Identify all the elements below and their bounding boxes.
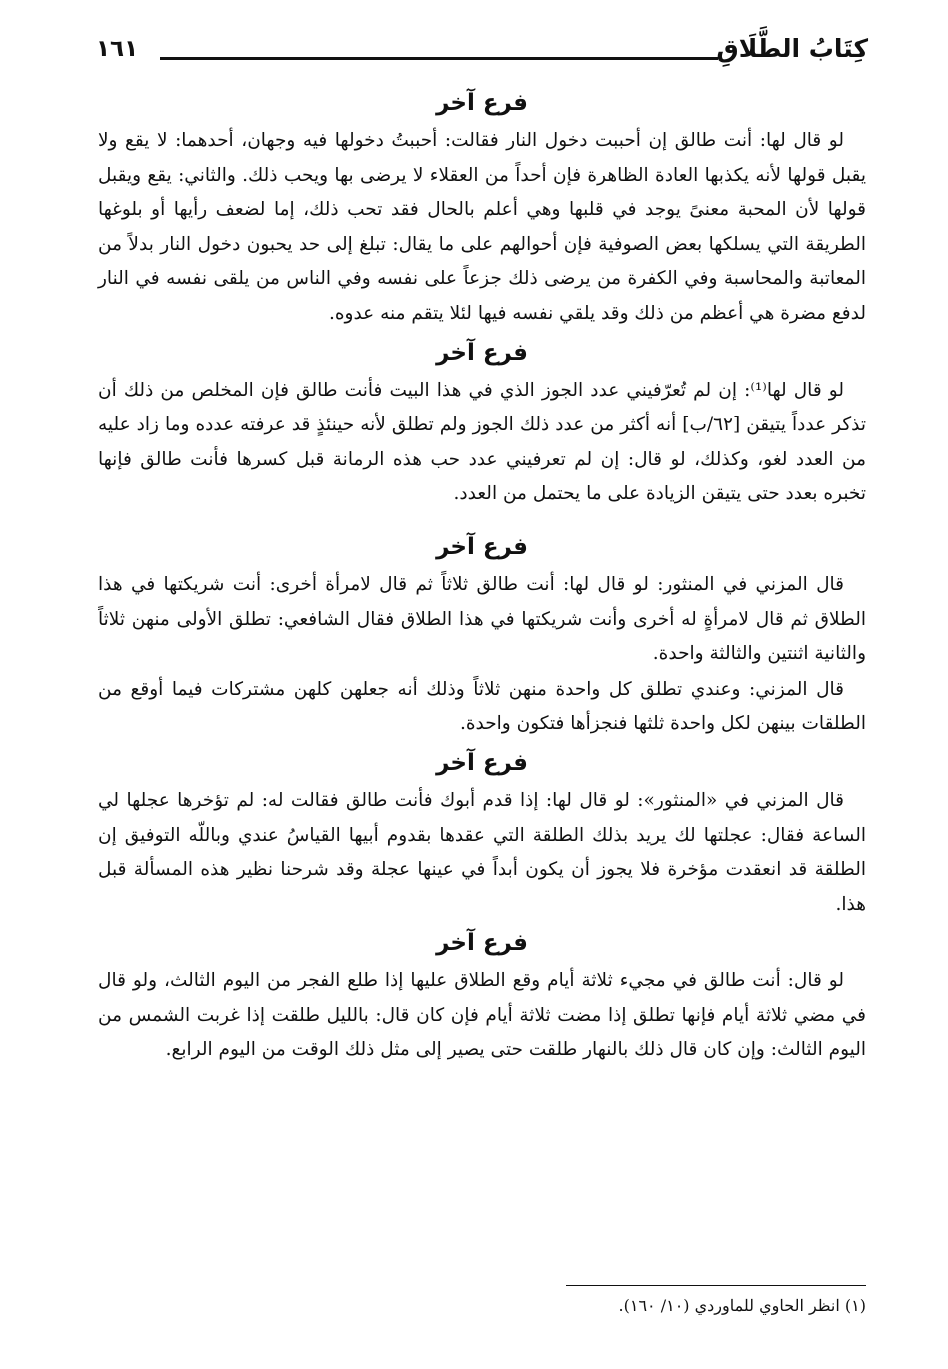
section-1: [98, 82, 866, 332]
section-2: [98, 332, 866, 512]
section-heading: فرع آخر: [436, 533, 528, 560]
main-text: [98, 82, 866, 1068]
paragraph: قال المزني في «المنثور»: لو قال لها: إذا قدم أبوك فأنت طالق فقالت له: لم تؤخرها عجلها لي الساعة فقال: عجلتها لك يريد بذلك الطلقة التي عقدها بقدوم أبيها القياسُ عندي وباللّه التوفيق إن الطلقة قد انعقدت مؤخرة فلا يجوز أن يكون أبداً في عينها عجلة وقد شرحنا نظير هذه المسألة قبل هذا.: [98, 789, 866, 915]
running-header: [96, 36, 868, 72]
section-5: [98, 922, 866, 1068]
paragraph: لو قال: أنت طالق في مجيء ثلاثة أيام وقع الطلاق عليها إذا طلع الفجر من اليوم الثالث، ولو قال في مضي ثلاثة أيام فإنها تطلق إذا مضت ثلاثة أيام فإن كان قال: بالليل طلقت إذا غربت الشمس من اليوم الثالث: وإن كان قال ذلك بالنهار طلقت حتى يصير إلى مثل ذلك الوقت من اليوم الرابع.: [98, 970, 866, 1061]
footnote: (١) انظر الحاوي للماوردي (١٠/ ١٦٠).: [618, 1296, 866, 1315]
book-title: كِتَابُ الطَّلَاقِ: [716, 34, 868, 63]
paragraph: قال المزني: وعندي تطلق كل واحدة منهن ثلاثاً وذلك أنه جعلهن كلهن مشتركات فيما أوقع من الطلقات بينهن لكل واحدة ثلثها فنجزأها فتكون واحدة.: [98, 678, 866, 735]
paragraph: لو قال لها: أنت طالق إن أحببت دخول النار فقالت: أحببتُ دخولها فيه وجهان، أحدهما: لا يقع ولا يقبل قولها لأنه يكذبها العادة الظاهرة فإن أحداً من العقلاء لا يرضى بها ويحب ذلك. والثاني: يقع ويقبل قولها لأن المحبة معنىً يوجد في قلبها وهي أعلم بالحال فقد تحب ذلك، إما لضعف رأيها أو بلوغها الطريقة التي يسلكها بعض الصوفية فإن أحوالهم على ما يقال: تبلغ إلى حد يحبون دخول النار بدلاً من المعاتبة والمحاسبة وفي الكفرة من يرضى ذلك جزعاً على نفسه وفي الناس من يلقى نفسه في النار لدفع مضرة هي أعظم من ذلك وقد يلقي نفسه فيها لئلا يتقم منه عدوه.: [98, 130, 867, 324]
paragraph: قال المزني في المنثور: لو قال لها: أنت طالق ثلاثاً ثم قال لامرأة أخرى: أنت شريكتها في هذا الطلاق ثم قال لامرأةٍ له أخرى وأنت شريكتها في هذا الطلاق فقال الشافعي: تطلق الأولى منهن ثلاثاً والثانية اثنتين والثالثة واحدة.: [98, 573, 866, 665]
footnote-separator: [566, 1285, 866, 1286]
section-3: [98, 526, 866, 742]
paragraph: لو قال لها⁽¹⁾: إن لم تُعرّفيني عدد الجوز الذي في هذا البيت فأنت طالق فإن المخلص من ذلك أن تذكر عدداً يتيقن [٦٢/ب] أنه أكثر من عدد ذلك الجوز ولم تطلق لأنه حينئذٍ قد عرفته عدده وما زاد عليه من العدد لغو، وكذلك، لو قال: إن لم تعرفيني عدد حب هذه الرمانة قبل كسرها فأنت طالق فإنها تخبره بعدد حتى يتيقن الزيادة على ما يحتمل من العدد.: [98, 379, 866, 505]
section-heading: فرع آخر: [436, 749, 528, 776]
page-number: ١٦١: [96, 36, 139, 62]
section-heading: فرع آخر: [436, 90, 528, 116]
section-heading: فرع آخر: [436, 930, 528, 957]
section-heading: فرع آخر: [436, 339, 528, 366]
section-4: [98, 742, 866, 922]
header-rule: [160, 57, 718, 60]
